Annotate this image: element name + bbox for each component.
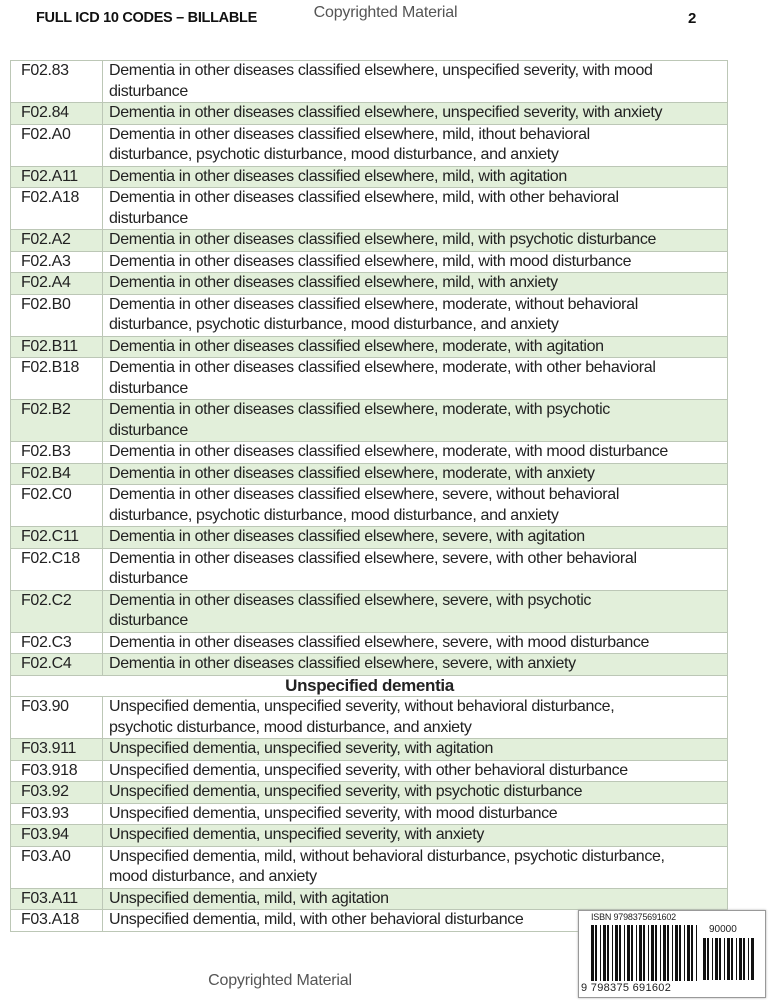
code-description	[103, 760, 728, 782]
barcode-bars-icon	[591, 925, 699, 981]
icd-code: F02.C4	[11, 654, 103, 676]
icd-code: F02.B0	[11, 294, 103, 336]
description-line: Dementia in other diseases classified elsewhere, severe, with anxiety	[109, 655, 576, 672]
description-line: disturbance, psychotic disturbance, mood disturbance, and anxiety	[109, 506, 559, 524]
barcode-bar	[600, 925, 601, 981]
barcode-bar	[748, 938, 749, 980]
description-line: Dementia in other diseases classified elsewhere, mild, with anxiety	[109, 274, 558, 291]
barcode-bar	[707, 938, 709, 980]
description-line: Dementia in other diseases classified elsewhere, mild, with other behavioral	[109, 189, 619, 206]
description-line: Dementia in other diseases classified elsewhere, moderate, with mood disturbance	[109, 443, 668, 460]
code-description	[103, 230, 728, 252]
table-row	[11, 697, 728, 739]
barcode-bar	[591, 925, 594, 981]
icd-code: F03.93	[11, 803, 103, 825]
code-description	[103, 336, 728, 358]
copyright-watermark-bottom: Copyrighted Material	[208, 972, 352, 989]
barcode-bar	[639, 925, 642, 981]
section-header-row	[11, 675, 728, 697]
code-description	[103, 358, 728, 400]
barcode-bar	[719, 938, 721, 980]
code-description	[103, 463, 728, 485]
code-description	[103, 697, 728, 739]
table-row	[11, 358, 728, 400]
barcode-bar	[655, 925, 657, 981]
barcode-bar	[643, 925, 645, 981]
barcode-bar	[627, 925, 630, 981]
section-title: Unspecified dementia	[11, 675, 728, 697]
code-description	[103, 61, 728, 103]
barcode-bar	[631, 925, 633, 981]
code-description	[103, 442, 728, 464]
icd-code: F02.C0	[11, 485, 103, 527]
code-description	[103, 294, 728, 336]
barcode-bar	[679, 925, 681, 981]
barcode-digits: 9 798375 691602	[581, 982, 672, 994]
table-row	[11, 442, 728, 464]
table-row	[11, 548, 728, 590]
barcode-bar	[660, 925, 661, 981]
description-line: Unspecified dementia, mild, without behavioral disturbance, psychotic disturbance,	[109, 847, 665, 865]
table-row	[11, 760, 728, 782]
description-line: Dementia in other diseases classified elsewhere, unspecified severity, with anxiety	[109, 104, 663, 121]
barcode-bar	[675, 925, 678, 981]
icd-code: F02.B2	[11, 400, 103, 442]
code-description	[103, 590, 728, 632]
table-row	[11, 103, 728, 125]
barcode-bar	[715, 938, 718, 980]
code-description	[103, 548, 728, 590]
code-description	[103, 888, 728, 910]
barcode-bar	[667, 925, 669, 981]
barcode-bar	[595, 925, 597, 981]
icd-code: F02.B4	[11, 463, 103, 485]
icd-code: F02.A3	[11, 251, 103, 273]
copyright-watermark-top: Copyrighted Material	[313, 4, 458, 21]
barcode-bar	[651, 925, 654, 981]
barcode-bar	[612, 925, 613, 981]
icd-code: F03.918	[11, 760, 103, 782]
description-line: disturbance	[109, 82, 188, 100]
code-description	[103, 251, 728, 273]
icd-code: F02.84	[11, 103, 103, 125]
table-row	[11, 846, 728, 888]
table-row	[11, 230, 728, 252]
document-header-title: FULL ICD 10 CODES – BILLABLE	[36, 10, 257, 26]
code-description	[103, 485, 728, 527]
code-description	[103, 782, 728, 804]
icd-code: F02.C18	[11, 548, 103, 590]
description-line: Dementia in other diseases classified elsewhere, severe, with agitation	[109, 528, 585, 545]
description-line: Unspecified dementia, mild, with agitation	[109, 889, 389, 907]
barcode-bar	[727, 938, 730, 980]
barcode-bar	[607, 925, 609, 981]
description-line: Dementia in other diseases classified elsewhere, severe, with other behavioral	[109, 549, 637, 567]
description-line: mood disturbance, and anxiety	[109, 868, 317, 885]
description-line: Dementia in other diseases classified elsewhere, mild, ithout behavioral	[109, 125, 590, 143]
barcode-bar	[648, 925, 649, 981]
barcode-addon-bars-icon	[703, 938, 755, 980]
barcode-bar	[696, 925, 697, 981]
code-description	[103, 846, 728, 888]
table-row	[11, 124, 728, 166]
icd-code: F03.911	[11, 739, 103, 761]
table-row	[11, 400, 728, 442]
icd-code: F02.A4	[11, 273, 103, 295]
description-line: Dementia in other diseases classified elsewhere, moderate, with anxiety	[109, 464, 595, 482]
icd-code: F02.C11	[11, 527, 103, 549]
description-line: disturbance	[109, 612, 188, 629]
table-row	[11, 803, 728, 825]
description-line: Dementia in other diseases classified elsewhere, moderate, without behavioral	[109, 295, 638, 313]
barcode-bar	[672, 925, 673, 981]
barcode-bar	[712, 938, 713, 980]
icd-code: F03.A0	[11, 846, 103, 888]
isbn-label: ISBN 9798375691602	[591, 912, 676, 922]
barcode-bar	[703, 938, 706, 980]
description-line: disturbance, psychotic disturbance, mood disturbance, and anxiety	[109, 316, 559, 333]
barcode-bar	[619, 925, 621, 981]
description-line: disturbance	[109, 209, 188, 227]
icd-codes-table	[10, 60, 728, 932]
description-line: Unspecified dementia, unspecified severity, with agitation	[109, 740, 494, 757]
table-row	[11, 273, 728, 295]
description-line: disturbance, psychotic disturbance, mood disturbance, and anxiety	[109, 146, 559, 163]
description-line: Dementia in other diseases classified elsewhere, severe, without behavioral	[109, 486, 620, 503]
page-number: 2	[688, 10, 697, 27]
description-line: disturbance	[109, 421, 188, 439]
code-description	[103, 739, 728, 761]
description-line: Unspecified dementia, unspecified severity, with other behavioral disturbance	[109, 761, 628, 779]
code-description	[103, 803, 728, 825]
code-description	[103, 527, 728, 549]
icd-code: F02.A2	[11, 230, 103, 252]
description-line: Dementia in other diseases classified elsewhere, mild, with mood disturbance	[109, 252, 632, 270]
barcode-bar	[739, 938, 742, 980]
table-row	[11, 251, 728, 273]
icd-code: F03.A18	[11, 910, 103, 932]
description-line: Dementia in other diseases classified elsewhere, moderate, with agitation	[109, 337, 604, 355]
description-line: Dementia in other diseases classified elsewhere, unspecified severity, with mood	[109, 62, 653, 79]
icd-code: F02.A11	[11, 166, 103, 188]
price-code: 90000	[709, 924, 737, 935]
table-row	[11, 61, 728, 103]
icd-code: F02.C2	[11, 590, 103, 632]
barcode-bar	[687, 925, 690, 981]
description-line: Unspecified dementia, unspecified severity, without behavioral disturbance,	[109, 698, 615, 715]
code-description	[103, 632, 728, 654]
table-row	[11, 782, 728, 804]
table-row	[11, 463, 728, 485]
icd-code: F02.C3	[11, 632, 103, 654]
icd-code: F02.B11	[11, 336, 103, 358]
code-description	[103, 273, 728, 295]
barcode-bar	[663, 925, 666, 981]
barcode-bar	[624, 925, 625, 981]
table-row	[11, 485, 728, 527]
table-row	[11, 825, 728, 847]
description-line: Unspecified dementia, unspecified severity, with psychotic disturbance	[109, 783, 583, 800]
barcode-bar	[724, 938, 725, 980]
table-row	[11, 336, 728, 358]
barcode-bar	[615, 925, 618, 981]
description-line: disturbance	[109, 570, 188, 587]
code-description	[103, 654, 728, 676]
barcode-bar	[684, 925, 685, 981]
description-line: Unspecified dementia, unspecified severity, with mood disturbance	[109, 804, 558, 822]
isbn-barcode	[578, 910, 766, 998]
table-row	[11, 294, 728, 336]
description-line: Dementia in other diseases classified elsewhere, mild, with psychotic disturbance	[109, 231, 657, 248]
table-row	[11, 590, 728, 632]
code-description	[103, 166, 728, 188]
table-row	[11, 654, 728, 676]
barcode-bar	[603, 925, 606, 981]
description-line: Unspecified dementia, mild, with other behavioral disturbance	[109, 911, 524, 928]
barcode-bar	[731, 938, 733, 980]
description-line: Dementia in other diseases classified elsewhere, severe, with psychotic	[109, 591, 592, 609]
code-description	[103, 400, 728, 442]
description-line: disturbance	[109, 379, 188, 397]
icd-code: F02.B3	[11, 442, 103, 464]
table-row	[11, 188, 728, 230]
icd-code: F02.A18	[11, 188, 103, 230]
description-line: Dementia in other diseases classified elsewhere, moderate, with other behavioral	[109, 359, 656, 376]
barcode-bar	[736, 938, 737, 980]
table-row	[11, 888, 728, 910]
barcode-bar	[636, 925, 637, 981]
table-row	[11, 739, 728, 761]
barcode-bar	[751, 938, 754, 980]
table-row	[11, 632, 728, 654]
description-line: Dementia in other diseases classified elsewhere, moderate, with psychotic	[109, 401, 610, 418]
icd-code: F03.94	[11, 825, 103, 847]
code-description	[103, 103, 728, 125]
icd-code: F02.A0	[11, 124, 103, 166]
code-description	[103, 124, 728, 166]
icd-code: F03.A11	[11, 888, 103, 910]
description-line: Unspecified dementia, unspecified severity, with anxiety	[109, 826, 484, 843]
description-line: Dementia in other diseases classified elsewhere, mild, with agitation	[109, 167, 567, 185]
table-row	[11, 166, 728, 188]
icd-code: F02.B18	[11, 358, 103, 400]
table-row	[11, 527, 728, 549]
code-description	[103, 825, 728, 847]
barcode-bar	[743, 938, 745, 980]
icd-code: F03.92	[11, 782, 103, 804]
description-line: psychotic disturbance, mood disturbance, and anxiety	[109, 718, 472, 736]
icd-code: F02.83	[11, 61, 103, 103]
barcode-bar	[691, 925, 693, 981]
icd-code: F03.90	[11, 697, 103, 739]
description-line: Dementia in other diseases classified elsewhere, severe, with mood disturbance	[109, 633, 650, 651]
code-description	[103, 188, 728, 230]
